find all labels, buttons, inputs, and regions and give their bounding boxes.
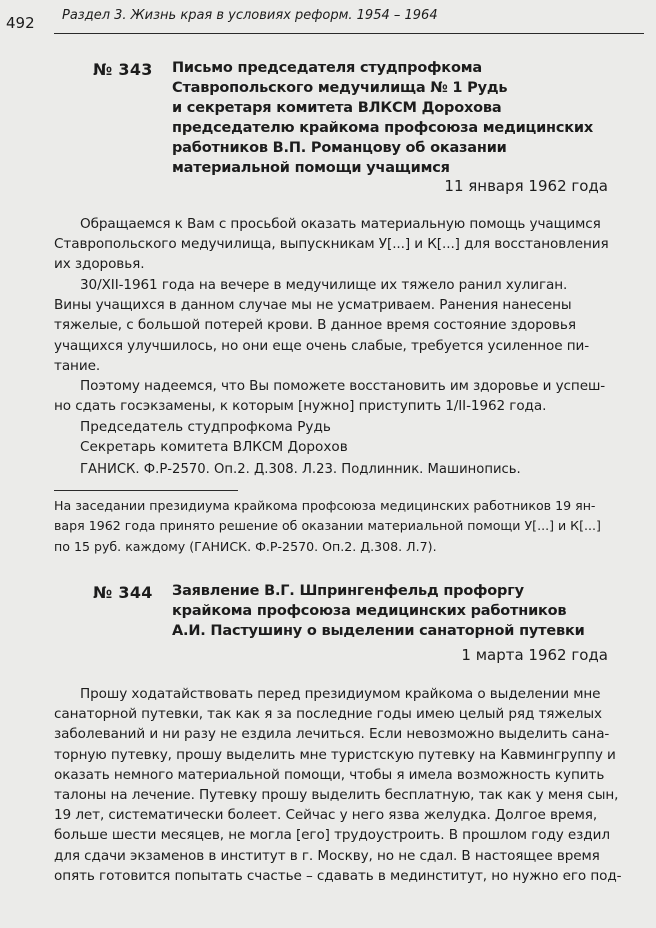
doc-344-date: 1 марта 1962 года — [461, 646, 608, 664]
doc-344-title-line: Заявление В.Г. Шпрингенфельд профоргу — [172, 583, 524, 599]
footnote-rule — [54, 490, 238, 491]
doc-343-paragraph-3 — [54, 376, 608, 416]
text-line: торную путевку, прошу выделить мне туристскую путевку на Кавмингруппу и — [54, 746, 616, 763]
doc-343-title-line: Ставропольского медучилища № 1 Рудь — [172, 80, 508, 96]
header-rule — [54, 33, 644, 34]
text-line: Ставропольского медучилища, выпускникам У[...] и К[...] для восстановления — [54, 236, 609, 253]
doc-343-title — [172, 58, 602, 178]
text-line: санаторной путевки, так как я за последние годы имею целый ряд тяжелых — [54, 706, 602, 723]
text-line: больше шести месяцев, не могла [его] трудоустроить. В прошлом году ездил — [54, 827, 610, 844]
doc-343-title-line: и секретаря комитета ВЛКСМ Дорохова — [172, 100, 502, 116]
text-line: тяжелые, с большой потерей крови. В данное время состояние здоровья — [54, 317, 576, 334]
text-line: заболеваний и ни разу не ездила лечиться. Если невозможно выделить сана- — [54, 726, 610, 743]
text-line: Обращаемся к Вам с просьбой оказать материальную помощь учащимся — [80, 216, 601, 232]
text-line: талоны на лечение. Путевку прошу выделить бесплатную, так как у меня сын, — [54, 787, 619, 804]
doc-343-title-line: председателю крайкома профсоюза медицинских — [172, 120, 594, 136]
signature-secretary: Секретарь комитета ВЛКСМ Дорохов — [80, 439, 348, 455]
footnote-line: варя 1962 года принято решение об оказании материальной помощи У[...] и К[...] — [54, 518, 601, 534]
doc-343-title-line: работников В.П. Романцову об оказании — [172, 140, 507, 156]
text-line: оказать немного материальной помощи, чтобы я имела возможность купить — [54, 766, 605, 783]
doc-344-body — [54, 684, 622, 886]
signature-chairman: Председатель студпрофкома Рудь — [80, 419, 331, 435]
text-line: Прошу ходатайствовать перед президиумом крайкома о выделении мне — [80, 686, 601, 702]
doc-343-paragraph-2 — [54, 275, 608, 376]
archive-reference: ГАНИСК. Ф.Р-2570. Оп.2. Д.308. Л.23. Подлинник. Машинопись. — [80, 462, 521, 477]
footnote-line: по 15 руб. каждому (ГАНИСК. Ф.Р-2570. Оп.2. Д.308. Л.7). — [54, 538, 437, 554]
doc-344-title-line: крайкома профсоюза медицинских работников — [172, 603, 567, 619]
text-line: но сдать госэкзамены, к которым [нужно] приступить 1/II-1962 года. — [54, 398, 547, 415]
doc-344-title-line: А.И. Пастушину о выделении санаторной путевки — [172, 623, 585, 639]
text-line: 19 лет, систематически болеет. Сейчас у него язва желудка. Долгое время, — [54, 807, 598, 824]
text-line: опять готовится попытать счастье – сдавать в мединститут, но нужно его под- — [54, 867, 622, 884]
text-line: 30/XII-1961 года на вечере в медучилище их тяжело ранил хулиган. — [80, 277, 568, 293]
running-header: Раздел 3. Жизнь края в условиях реформ. 1954 – 1964 — [62, 8, 438, 23]
text-line: тание. — [54, 357, 101, 374]
footnote-line: На заседании президиума крайкома профсоюза медицинских работников 19 ян- — [54, 498, 596, 513]
doc-343-number: № 343 — [93, 60, 153, 79]
text-line: Вины учащихся в данном случае мы не усматриваем. Ранения нанесены — [54, 297, 572, 314]
doc-343-title-line: материальной помощи учащимся — [172, 160, 450, 176]
footnote — [54, 496, 614, 557]
page-number: 492 — [6, 14, 35, 32]
text-line: для сдачи экзаменов в институт в г. Москву, но не сдал. В настоящее время — [54, 847, 600, 864]
doc-343-date: 11 января 1962 года — [444, 177, 608, 195]
text-line: учащихся улучшилось, но они еще очень слабые, требуется усиленное пи- — [54, 337, 590, 354]
text-line: Поэтому надеемся, что Вы поможете восстановить им здоровье и успеш- — [80, 378, 606, 394]
doc-343-paragraph-1 — [54, 214, 608, 275]
doc-344-title — [172, 581, 602, 641]
text-line: их здоровья. — [54, 256, 145, 273]
doc-343-title-line: Письмо председателя студпрофкома — [172, 60, 482, 76]
doc-344-number: № 344 — [93, 583, 153, 602]
